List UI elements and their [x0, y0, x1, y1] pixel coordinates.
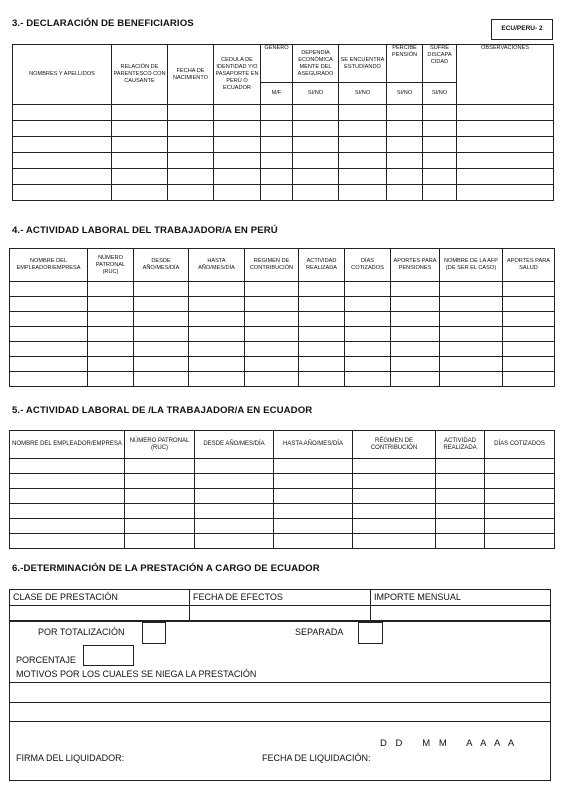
header-ruc: NÚMERO PATRONAL (RUC): [88, 249, 134, 282]
totalizacion-label: POR TOTALIZACIÓN: [38, 627, 125, 637]
table-row: [10, 327, 555, 342]
document-code: ECU/PERU- 2: [491, 19, 553, 40]
header-genero: GENERO: [261, 45, 293, 83]
header-afp: NOMBRE DE LA AFP (DE SER EL CASO): [440, 249, 503, 282]
header-parentesco: RELACIÓN DE PARENTESCO CON CAUSANTE: [112, 45, 168, 105]
table-row: [13, 185, 554, 201]
table-row: [10, 312, 555, 327]
table-row: [13, 153, 554, 169]
header-dias: DÍAS COTIZADOS: [345, 249, 391, 282]
importe-mensual-field[interactable]: [371, 606, 550, 620]
table-row: [13, 121, 554, 137]
table-row: [13, 169, 554, 185]
header-aportes-salud: APORTES PARA SALUD: [503, 249, 555, 282]
table-row: [13, 137, 554, 153]
header-actividad: ACTIVIDAD REALIZADA: [299, 249, 345, 282]
table-row: [10, 357, 555, 372]
table-row: [13, 105, 554, 121]
header-hasta: HASTA AÑO/MES/DÍA: [274, 431, 353, 459]
clase-prestacion-label: CLASE DE PRESTACIÓN: [13, 592, 118, 602]
table-row: [10, 282, 555, 297]
header-discapacidad: SUFRE DISCAPA CIDAD: [423, 45, 457, 83]
header-desde: DESDE AÑO/MES/DÍA: [134, 249, 189, 282]
firma-liquidador-field[interactable]: [130, 750, 240, 766]
header-nombres: NOMBRES Y APELLIDOS: [13, 45, 112, 105]
sub-mf: M/F: [261, 83, 293, 105]
header-cedula: CEDULA DE IDENTIDAD Y/O PASAPORTE EN PERÚ O ECUADOR: [214, 45, 261, 105]
importe-mensual-label: IMPORTE MENSUAL: [374, 592, 461, 602]
fecha-efectos-label: FECHA DE EFECTOS: [193, 592, 283, 602]
header-aportes-pensiones: APORTES PARA PENSIONES: [391, 249, 440, 282]
beneficiaries-table: [12, 44, 554, 201]
porcentaje-label: PORCENTAJE: [16, 655, 76, 665]
separada-checkbox[interactable]: [358, 622, 383, 644]
section-6-title: 6.-DETERMINACIÓN DE LA PRESTACIÓN A CARGO DE ECUADOR: [12, 563, 320, 574]
table-row: [10, 372, 555, 387]
table-row: [10, 297, 555, 312]
section-5-title: 5.- ACTIVIDAD LABORAL DE /LA TRABAJADOR/A EN ECUADOR: [12, 405, 313, 416]
header-estudiando: SE ENCUENTRA ESTUDIANDO: [339, 45, 387, 83]
fecha-liquidacion-field[interactable]: [378, 750, 538, 766]
header-empleador: NOMBRE DEL EMPLEADOR/EMPRESA: [10, 249, 88, 282]
table-row: [10, 459, 555, 474]
date-format-hint: D D M M A A A A: [380, 738, 518, 749]
sub-sino-2: SI/NO: [339, 83, 387, 105]
header-regimen: RÉGIMEN DE CONTRIBUCIÓN: [353, 431, 436, 459]
header-desde: DESDE AÑO/MES/DÍA: [195, 431, 274, 459]
header-actividad: ACTIVIDAD REALIZADA: [436, 431, 485, 459]
fecha-liquidacion-label: FECHA DE LIQUIDACIÓN:: [262, 753, 371, 763]
table-row: [10, 489, 555, 504]
header-empleador: NOMBRE DEL EMPLEADOR/EMPRESA: [10, 431, 125, 459]
header-hasta: HASTA AÑO/MES/DÍA: [189, 249, 245, 282]
header-pension: PERCIBE PENSIÓN: [387, 45, 423, 83]
separada-label: SEPARADA: [295, 627, 344, 637]
motivos-label: MOTIVOS POR LOS CUALES SE NIEGA LA PRESTACIÓN: [16, 669, 257, 679]
table-row: [10, 474, 555, 489]
porcentaje-field[interactable]: [83, 645, 134, 666]
header-fecha-nacimiento: FECHA DE NACIMIENTO: [168, 45, 214, 105]
clase-prestacion-field[interactable]: [10, 606, 188, 620]
table-row: [10, 534, 555, 549]
header-regimen: RÉGIMEN DE CONTRIBUCIÓN: [245, 249, 299, 282]
header-dias: DÍAS COTIZADOS: [485, 431, 555, 459]
header-observaciones: OBSERVACIONES: [457, 45, 554, 105]
fecha-efectos-field[interactable]: [190, 606, 369, 620]
header-ruc: NÚMERO PATRONAL (RUC): [125, 431, 195, 459]
sub-sino-1: SI/NO: [293, 83, 339, 105]
peru-activity-table: [9, 248, 555, 387]
ecuador-activity-table: [9, 430, 555, 549]
sub-sino-3: SI/NO: [387, 83, 423, 105]
section-4-title: 4.- ACTIVIDAD LABORAL DEL TRABAJADOR/A EN PERÚ: [12, 225, 278, 236]
header-dependencia: DEPENDIA ECONÓMICA MENTE DEL ASEGURADO: [293, 45, 339, 83]
table-row: [10, 519, 555, 534]
table-row: [10, 342, 555, 357]
firma-liquidador-label: FIRMA DEL LIQUIDADOR:: [16, 753, 125, 763]
table-row: [10, 504, 555, 519]
section-3-title: 3.- DECLARACIÓN DE BENEFICIARIOS: [12, 18, 194, 29]
sub-sino-4: SI/NO: [423, 83, 457, 105]
totalizacion-checkbox[interactable]: [142, 622, 166, 644]
